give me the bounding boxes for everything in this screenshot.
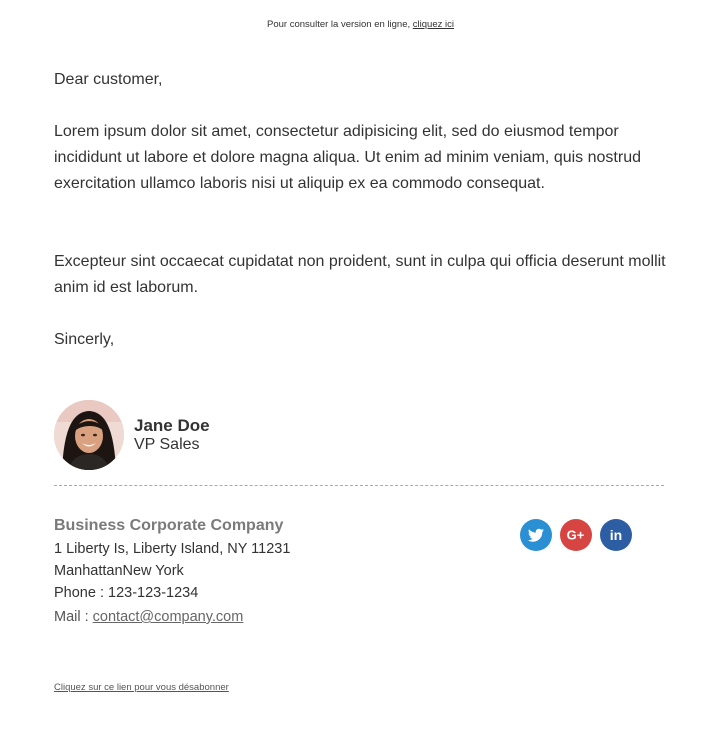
- twitter-icon[interactable]: [520, 519, 552, 551]
- google-plus-icon[interactable]: [560, 519, 592, 551]
- svg-text:in: in: [609, 527, 623, 543]
- online-version-text: Pour consulter la version en ligne,: [267, 19, 413, 30]
- company-address-line-2: ManhattanNew York: [54, 563, 184, 579]
- greeting: Dear customer,: [54, 71, 163, 88]
- company-phone: Phone : 123-123-1234: [54, 585, 199, 601]
- body-paragraph-1: Lorem ipsum dolor sit amet, consectetur adipisicing elit, sed do eiusmod tempor incididunt ut labore et dolore magna aliqua. Ut enim ad minim veniam, quis nostrud exercitation ullamco laboris nisi ut aliquip ex ea commodo consequat.: [54, 123, 641, 192]
- mail-label: Mail :: [54, 609, 93, 625]
- company-address-line-1: 1 Liberty Is, Liberty Island, NY 11231: [54, 541, 291, 557]
- body-paragraph-2: Excepteur sint occaecat cupidatat non proident, sunt in culpa qui officia deserunt mollit anim id est laborum.: [54, 253, 666, 296]
- online-version-link[interactable]: cliquez ici: [412, 19, 454, 30]
- svg-text:G+: G+: [566, 527, 585, 543]
- divider: [54, 485, 664, 486]
- company-name: Business Corporate Company: [54, 517, 284, 534]
- online-version-bar: [0, 19, 721, 30]
- avatar: [54, 400, 124, 470]
- closing: Sincerly,: [54, 331, 115, 348]
- company-mail: [54, 609, 243, 625]
- mail-link[interactable]: contact@company.com: [92, 609, 244, 625]
- signature-name: Jane Doe: [134, 416, 210, 435]
- signature-role: VP Sales: [134, 436, 200, 453]
- linkedin-icon[interactable]: [600, 519, 632, 551]
- unsubscribe-link[interactable]: Cliquez sur ce lien pour vous désabonner: [54, 682, 229, 693]
